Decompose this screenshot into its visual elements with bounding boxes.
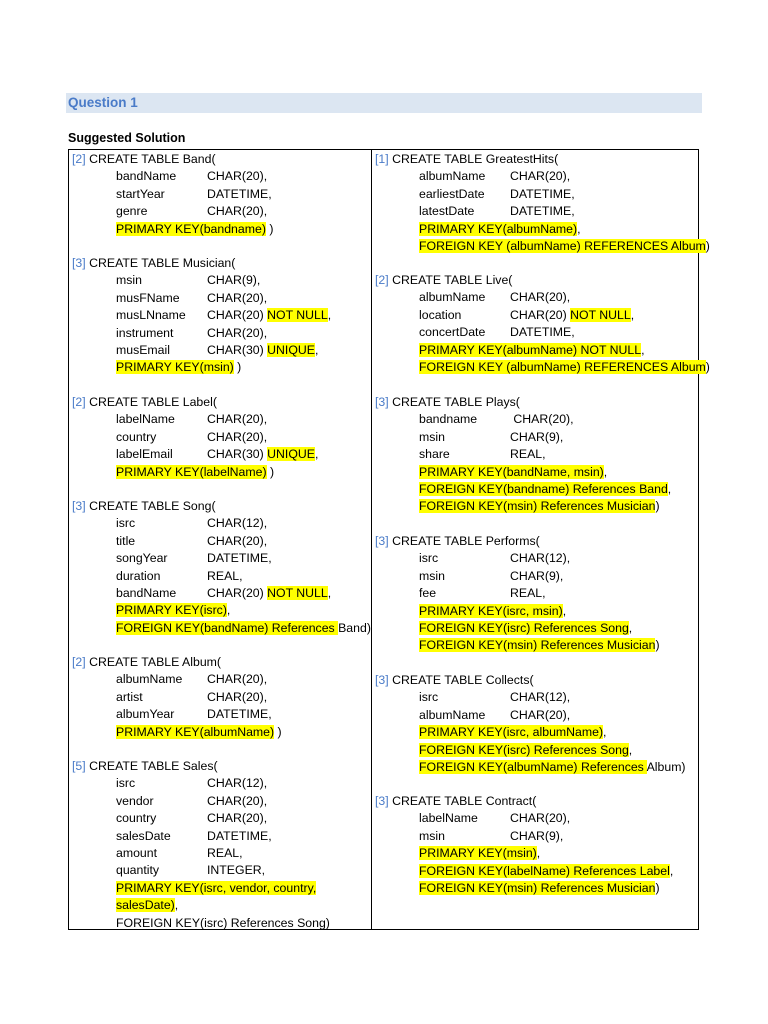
column-definition-line <box>372 828 698 845</box>
key-constraint-tail: ) <box>655 638 660 653</box>
column-definition-line <box>69 862 371 879</box>
column-name: labelName <box>419 811 478 826</box>
column-type: DATETIME, <box>510 204 575 219</box>
column-type: DATETIME, <box>207 707 272 722</box>
column-type: CHAR(30) <box>207 342 264 357</box>
column-type: DATETIME, <box>207 551 272 566</box>
key-constraint-tail: ) <box>655 880 660 895</box>
key-constraint-tail: , <box>641 342 645 357</box>
create-table-title: CREATE TABLE Live( <box>392 273 513 287</box>
right-column <box>372 150 710 929</box>
column-trailing-comma: , <box>314 447 319 462</box>
column-type: CHAR(20), <box>207 672 268 687</box>
column-type: CHAR(20), <box>510 412 574 427</box>
key-constraint-line <box>372 342 698 359</box>
table-definition-block <box>69 498 371 637</box>
column-type: CHAR(20), <box>207 169 268 184</box>
key-constraint-highlight: PRIMARY KEY(albumName) <box>419 221 578 236</box>
key-constraint-tail: Album) <box>646 759 686 774</box>
key-constraint-highlight: PRIMARY KEY(isrc) <box>116 603 227 618</box>
column-definition-line <box>69 515 371 532</box>
column-name: albumName <box>419 707 486 722</box>
create-table-title: CREATE TABLE Plays( <box>392 395 520 409</box>
key-constraint-tail: ) <box>233 360 242 375</box>
key-constraint-highlight: FOREIGN KEY(albumName) References <box>419 759 647 774</box>
column-type: DATETIME, <box>207 186 272 201</box>
column-definition-line <box>372 203 698 220</box>
column-definition-line <box>69 411 371 428</box>
create-table-line <box>69 151 371 168</box>
column-name: musFName <box>116 290 180 305</box>
column-name: labelEmail <box>116 447 173 462</box>
column-definition-line <box>69 186 371 203</box>
column-definition-line <box>69 446 371 463</box>
column-definition-line <box>69 793 371 810</box>
column-definition-line <box>69 290 371 307</box>
marks-label: [5] <box>72 759 86 773</box>
column-name: fee <box>419 586 437 601</box>
key-constraint-tail: , <box>562 603 567 618</box>
key-constraint-tail: Band) <box>338 620 371 635</box>
column-definition-line <box>69 585 371 602</box>
column-name: salesDate <box>116 828 171 843</box>
column-name: country <box>116 429 157 444</box>
key-constraint-highlight: PRIMARY KEY(isrc, vendor, country, <box>116 880 317 895</box>
column-definition-line <box>69 810 371 827</box>
column-constraint-highlight: UNIQUE <box>267 342 315 357</box>
column-type: CHAR(20), <box>207 793 268 808</box>
column-type: REAL, <box>207 568 243 583</box>
column-name: albumName <box>116 672 183 687</box>
marks-label: [3] <box>375 534 389 548</box>
column-name: msin <box>419 828 445 843</box>
key-constraint-highlight: PRIMARY KEY(msin) <box>419 846 537 861</box>
suggested-solution-heading: Suggested Solution <box>68 131 186 145</box>
column-type: CHAR(20), <box>510 290 571 305</box>
key-constraint-line <box>372 620 698 637</box>
column-constraint-highlight: NOT NULL <box>267 585 328 600</box>
column-name: isrc <box>116 516 136 531</box>
key-constraint-tail: , <box>603 464 608 479</box>
column-type: CHAR(20), <box>207 811 268 826</box>
marks-label: [1] <box>375 152 389 166</box>
key-constraint-highlight: salesDate) <box>116 898 175 913</box>
key-constraint-line <box>69 915 371 932</box>
column-type: REAL, <box>510 586 546 601</box>
left-column <box>69 150 372 929</box>
column-name: amount <box>116 845 158 860</box>
marks-label: [3] <box>375 794 389 808</box>
column-name: bandname <box>419 412 478 427</box>
column-definition-line <box>372 707 698 724</box>
column-type: REAL, <box>207 845 243 860</box>
key-constraint-line <box>372 464 698 481</box>
create-table-line <box>69 758 371 775</box>
key-constraint-line <box>372 724 698 741</box>
table-definition-block <box>69 255 371 377</box>
column-name: labelName <box>116 412 175 427</box>
column-definition-line <box>372 446 698 463</box>
marks-label: [2] <box>72 655 86 669</box>
key-constraint-tail: , <box>226 603 231 618</box>
table-definition-block <box>372 672 698 776</box>
key-constraint-line <box>372 221 698 238</box>
column-name: genre <box>116 204 148 219</box>
column-type: CHAR(20), <box>207 429 268 444</box>
column-name: country <box>116 811 157 826</box>
table-definition-block <box>69 394 371 481</box>
create-table-title: CREATE TABLE Album( <box>89 655 221 669</box>
table-definition-block <box>372 533 698 655</box>
column-type: CHAR(20), <box>510 707 571 722</box>
key-constraint-tail: ) <box>266 464 275 479</box>
column-name: bandName <box>116 585 177 600</box>
column-name: msin <box>419 568 445 583</box>
column-type: DATETIME, <box>510 325 575 340</box>
column-type: CHAR(20), <box>510 811 571 826</box>
column-name: isrc <box>419 551 439 566</box>
create-table-line <box>69 394 371 411</box>
key-constraint-highlight: PRIMARY KEY(msin) <box>116 360 234 375</box>
column-name: share <box>419 447 450 462</box>
column-definition-line <box>372 429 698 446</box>
column-definition-line <box>372 186 698 203</box>
column-name: earliestDate <box>419 186 485 201</box>
key-constraint-line <box>372 238 710 255</box>
key-constraint-highlight: PRIMARY KEY(isrc, albumName) <box>419 725 604 740</box>
marks-label: [2] <box>375 273 389 287</box>
create-table-title: CREATE TABLE Label( <box>89 395 217 409</box>
key-constraint-highlight: PRIMARY KEY(albumName) <box>116 724 275 739</box>
column-type: REAL, <box>510 447 546 462</box>
create-table-line <box>372 394 698 411</box>
key-constraint-line <box>372 498 698 515</box>
table-definition-block <box>372 272 710 376</box>
key-constraint-line <box>372 637 698 654</box>
column-name: artist <box>116 689 143 704</box>
column-type: CHAR(9), <box>207 273 261 288</box>
column-definition-line <box>372 324 698 341</box>
marks-label: [3] <box>375 673 389 687</box>
column-definition-line <box>372 550 698 567</box>
column-name: songYear <box>116 551 168 566</box>
table-definition-block <box>69 758 371 932</box>
column-type: CHAR(20) <box>510 307 567 322</box>
key-constraint-line <box>69 602 371 619</box>
key-constraint-line <box>372 880 698 897</box>
column-name: quantity <box>116 863 160 878</box>
create-table-title: CREATE TABLE Collects( <box>392 673 534 687</box>
column-definition-line <box>69 342 371 359</box>
table-definition-block <box>372 793 698 897</box>
create-table-title: CREATE TABLE Contract( <box>392 794 537 808</box>
marks-label: [3] <box>72 499 86 513</box>
marks-label: [3] <box>72 256 86 270</box>
column-type: CHAR(20), <box>207 325 268 340</box>
column-definition-line <box>372 810 698 827</box>
create-table-title: CREATE TABLE Musician( <box>89 256 236 270</box>
column-trailing-comma: , <box>327 585 332 600</box>
column-name: msin <box>116 273 142 288</box>
column-name: concertDate <box>419 325 486 340</box>
column-definition-line <box>69 429 371 446</box>
key-constraint-line <box>69 897 371 914</box>
column-name: albumName <box>419 169 486 184</box>
key-constraint-tail: , <box>669 863 674 878</box>
create-table-line <box>69 498 371 515</box>
key-constraint-tail: ) <box>705 238 710 253</box>
key-constraint-tail: , <box>628 742 633 757</box>
column-constraint-highlight: UNIQUE <box>267 447 315 462</box>
key-constraint-tail: , <box>174 898 179 913</box>
column-definition-line <box>69 828 371 845</box>
column-trailing-comma: , <box>327 308 332 323</box>
column-definition-line <box>372 289 698 306</box>
column-definition-line <box>69 568 371 585</box>
column-type: CHAR(12), <box>207 516 268 531</box>
marks-label: [3] <box>375 395 389 409</box>
column-name: startYear <box>116 186 165 201</box>
key-constraint-tail: , <box>628 620 633 635</box>
key-constraint-highlight: FOREIGN KEY (albumName) REFERENCES Album <box>419 359 706 374</box>
column-definition-line <box>69 845 371 862</box>
key-constraint-tail: ) <box>274 724 282 739</box>
column-constraint-highlight: NOT NULL <box>267 308 328 323</box>
create-table-line <box>372 151 698 168</box>
column-name: latestDate <box>419 204 475 219</box>
column-type: CHAR(20), <box>207 290 268 305</box>
key-constraint-line <box>69 464 371 481</box>
create-table-line <box>372 672 698 689</box>
key-constraint-line <box>372 481 698 498</box>
key-constraint-line <box>69 724 371 741</box>
solution-table <box>68 149 710 930</box>
table-definition-block <box>372 394 698 516</box>
key-constraint-tail: , <box>577 221 581 236</box>
column-definition-line <box>372 568 698 585</box>
column-trailing-comma: , <box>314 342 319 357</box>
column-definition-line <box>69 533 371 550</box>
column-name: isrc <box>419 690 439 705</box>
column-definition-line <box>69 307 371 324</box>
column-type: CHAR(30) <box>207 447 264 462</box>
key-constraint-tail: ) <box>705 359 710 374</box>
key-constraint-tail: ) <box>655 499 660 514</box>
column-type: CHAR(20) <box>207 308 264 323</box>
column-definition-line <box>372 585 698 602</box>
key-constraint-highlight: PRIMARY KEY(labelName) <box>116 464 267 479</box>
create-table-line <box>372 272 698 289</box>
column-definition-line <box>372 168 698 185</box>
column-definition-line <box>372 689 698 706</box>
column-name: duration <box>116 568 161 583</box>
key-constraint-line <box>69 359 371 376</box>
create-table-line <box>372 533 698 550</box>
column-definition-line <box>69 203 371 220</box>
table-definition-block <box>69 654 371 741</box>
key-constraint-highlight: FOREIGN KEY(isrc) References Song <box>419 620 629 635</box>
column-type: CHAR(20), <box>207 689 268 704</box>
key-constraint-line <box>69 880 371 897</box>
column-definition-line <box>69 168 371 185</box>
key-constraint-line <box>372 845 698 862</box>
column-type: CHAR(20) <box>207 585 264 600</box>
key-constraint-line <box>372 603 698 620</box>
question-header-bar <box>66 93 702 113</box>
key-constraint-highlight: FOREIGN KEY(msin) References Musician <box>419 880 656 895</box>
column-definition-line <box>69 325 371 342</box>
column-trailing-comma: , <box>630 307 635 322</box>
key-constraint-line <box>69 620 371 637</box>
key-constraint-highlight: FOREIGN KEY(isrc) References Song <box>419 742 629 757</box>
column-type: CHAR(20), <box>207 533 268 548</box>
column-type: CHAR(9), <box>510 429 564 444</box>
key-constraint-highlight: PRIMARY KEY(bandname) <box>116 221 266 236</box>
column-name: bandName <box>116 169 177 184</box>
key-constraint-tail: ) <box>265 221 274 236</box>
column-type: DATETIME, <box>207 828 272 843</box>
column-definition-line <box>69 689 371 706</box>
column-definition-line <box>69 775 371 792</box>
column-constraint-highlight: NOT NULL <box>570 307 631 322</box>
column-definition-line <box>372 307 698 324</box>
table-definition-block <box>69 151 371 238</box>
create-table-title: CREATE TABLE Sales( <box>89 759 218 773</box>
column-name: isrc <box>116 776 136 791</box>
column-name: albumYear <box>116 707 175 722</box>
column-name: musLNname <box>116 308 186 323</box>
key-constraint-tail: , <box>536 846 541 861</box>
marks-label: [2] <box>72 395 86 409</box>
column-type: DATETIME, <box>510 186 575 201</box>
create-table-title: CREATE TABLE Performs( <box>392 534 540 548</box>
table-definition-block <box>372 151 710 255</box>
create-table-title: CREATE TABLE GreatestHits( <box>392 152 559 166</box>
column-name: location <box>419 307 462 322</box>
key-constraint-highlight: FOREIGN KEY(msin) References Musician <box>419 638 656 653</box>
column-type: CHAR(20), <box>207 412 268 427</box>
create-table-title: CREATE TABLE Band( <box>89 152 216 166</box>
create-table-line <box>69 654 371 671</box>
column-name: msin <box>419 429 445 444</box>
key-constraint-line <box>372 863 698 880</box>
create-table-line <box>372 793 698 810</box>
key-constraint-line <box>372 742 698 759</box>
question-title: Question 1 <box>68 95 138 110</box>
key-constraint-highlight: FOREIGN KEY (albumName) REFERENCES Album <box>419 238 706 253</box>
column-type: CHAR(12), <box>207 776 268 791</box>
column-type: CHAR(9), <box>510 828 564 843</box>
key-constraint-highlight: PRIMARY KEY(bandName, msin) <box>419 464 604 479</box>
column-type: CHAR(12), <box>510 690 571 705</box>
column-name: title <box>116 533 136 548</box>
key-constraint-highlight: PRIMARY KEY(albumName) NOT NULL <box>419 342 642 357</box>
column-type: CHAR(12), <box>510 551 571 566</box>
column-type: CHAR(9), <box>510 568 564 583</box>
column-definition-line <box>372 411 698 428</box>
key-constraint-tail: , <box>603 725 607 740</box>
column-name: musEmail <box>116 342 170 357</box>
column-type: CHAR(20), <box>510 169 571 184</box>
column-type: CHAR(20), <box>207 204 268 219</box>
create-table-line <box>69 255 371 272</box>
key-constraint-tail: FOREIGN KEY(isrc) References Song) <box>116 915 330 930</box>
key-constraint-highlight: FOREIGN KEY(msin) References Musician <box>419 499 656 514</box>
column-definition-line <box>69 550 371 567</box>
column-definition-line <box>69 671 371 688</box>
column-type: INTEGER, <box>207 863 266 878</box>
key-constraint-highlight: FOREIGN KEY(labelName) References Label <box>419 863 670 878</box>
column-name: albumName <box>419 290 486 305</box>
key-constraint-line <box>372 359 710 376</box>
column-definition-line <box>69 272 371 289</box>
key-constraint-tail: , <box>667 481 672 496</box>
key-constraint-line <box>69 221 371 238</box>
column-name: instrument <box>116 325 174 340</box>
column-name: vendor <box>116 793 154 808</box>
column-definition-line <box>69 706 371 723</box>
key-constraint-highlight: FOREIGN KEY(bandname) References Band <box>419 481 668 496</box>
marks-label: [2] <box>72 152 86 166</box>
key-constraint-line <box>372 759 698 776</box>
key-constraint-highlight: FOREIGN KEY(bandName) References <box>116 620 339 635</box>
key-constraint-highlight: PRIMARY KEY(isrc, msin) <box>419 603 563 618</box>
create-table-title: CREATE TABLE Song( <box>89 499 216 513</box>
